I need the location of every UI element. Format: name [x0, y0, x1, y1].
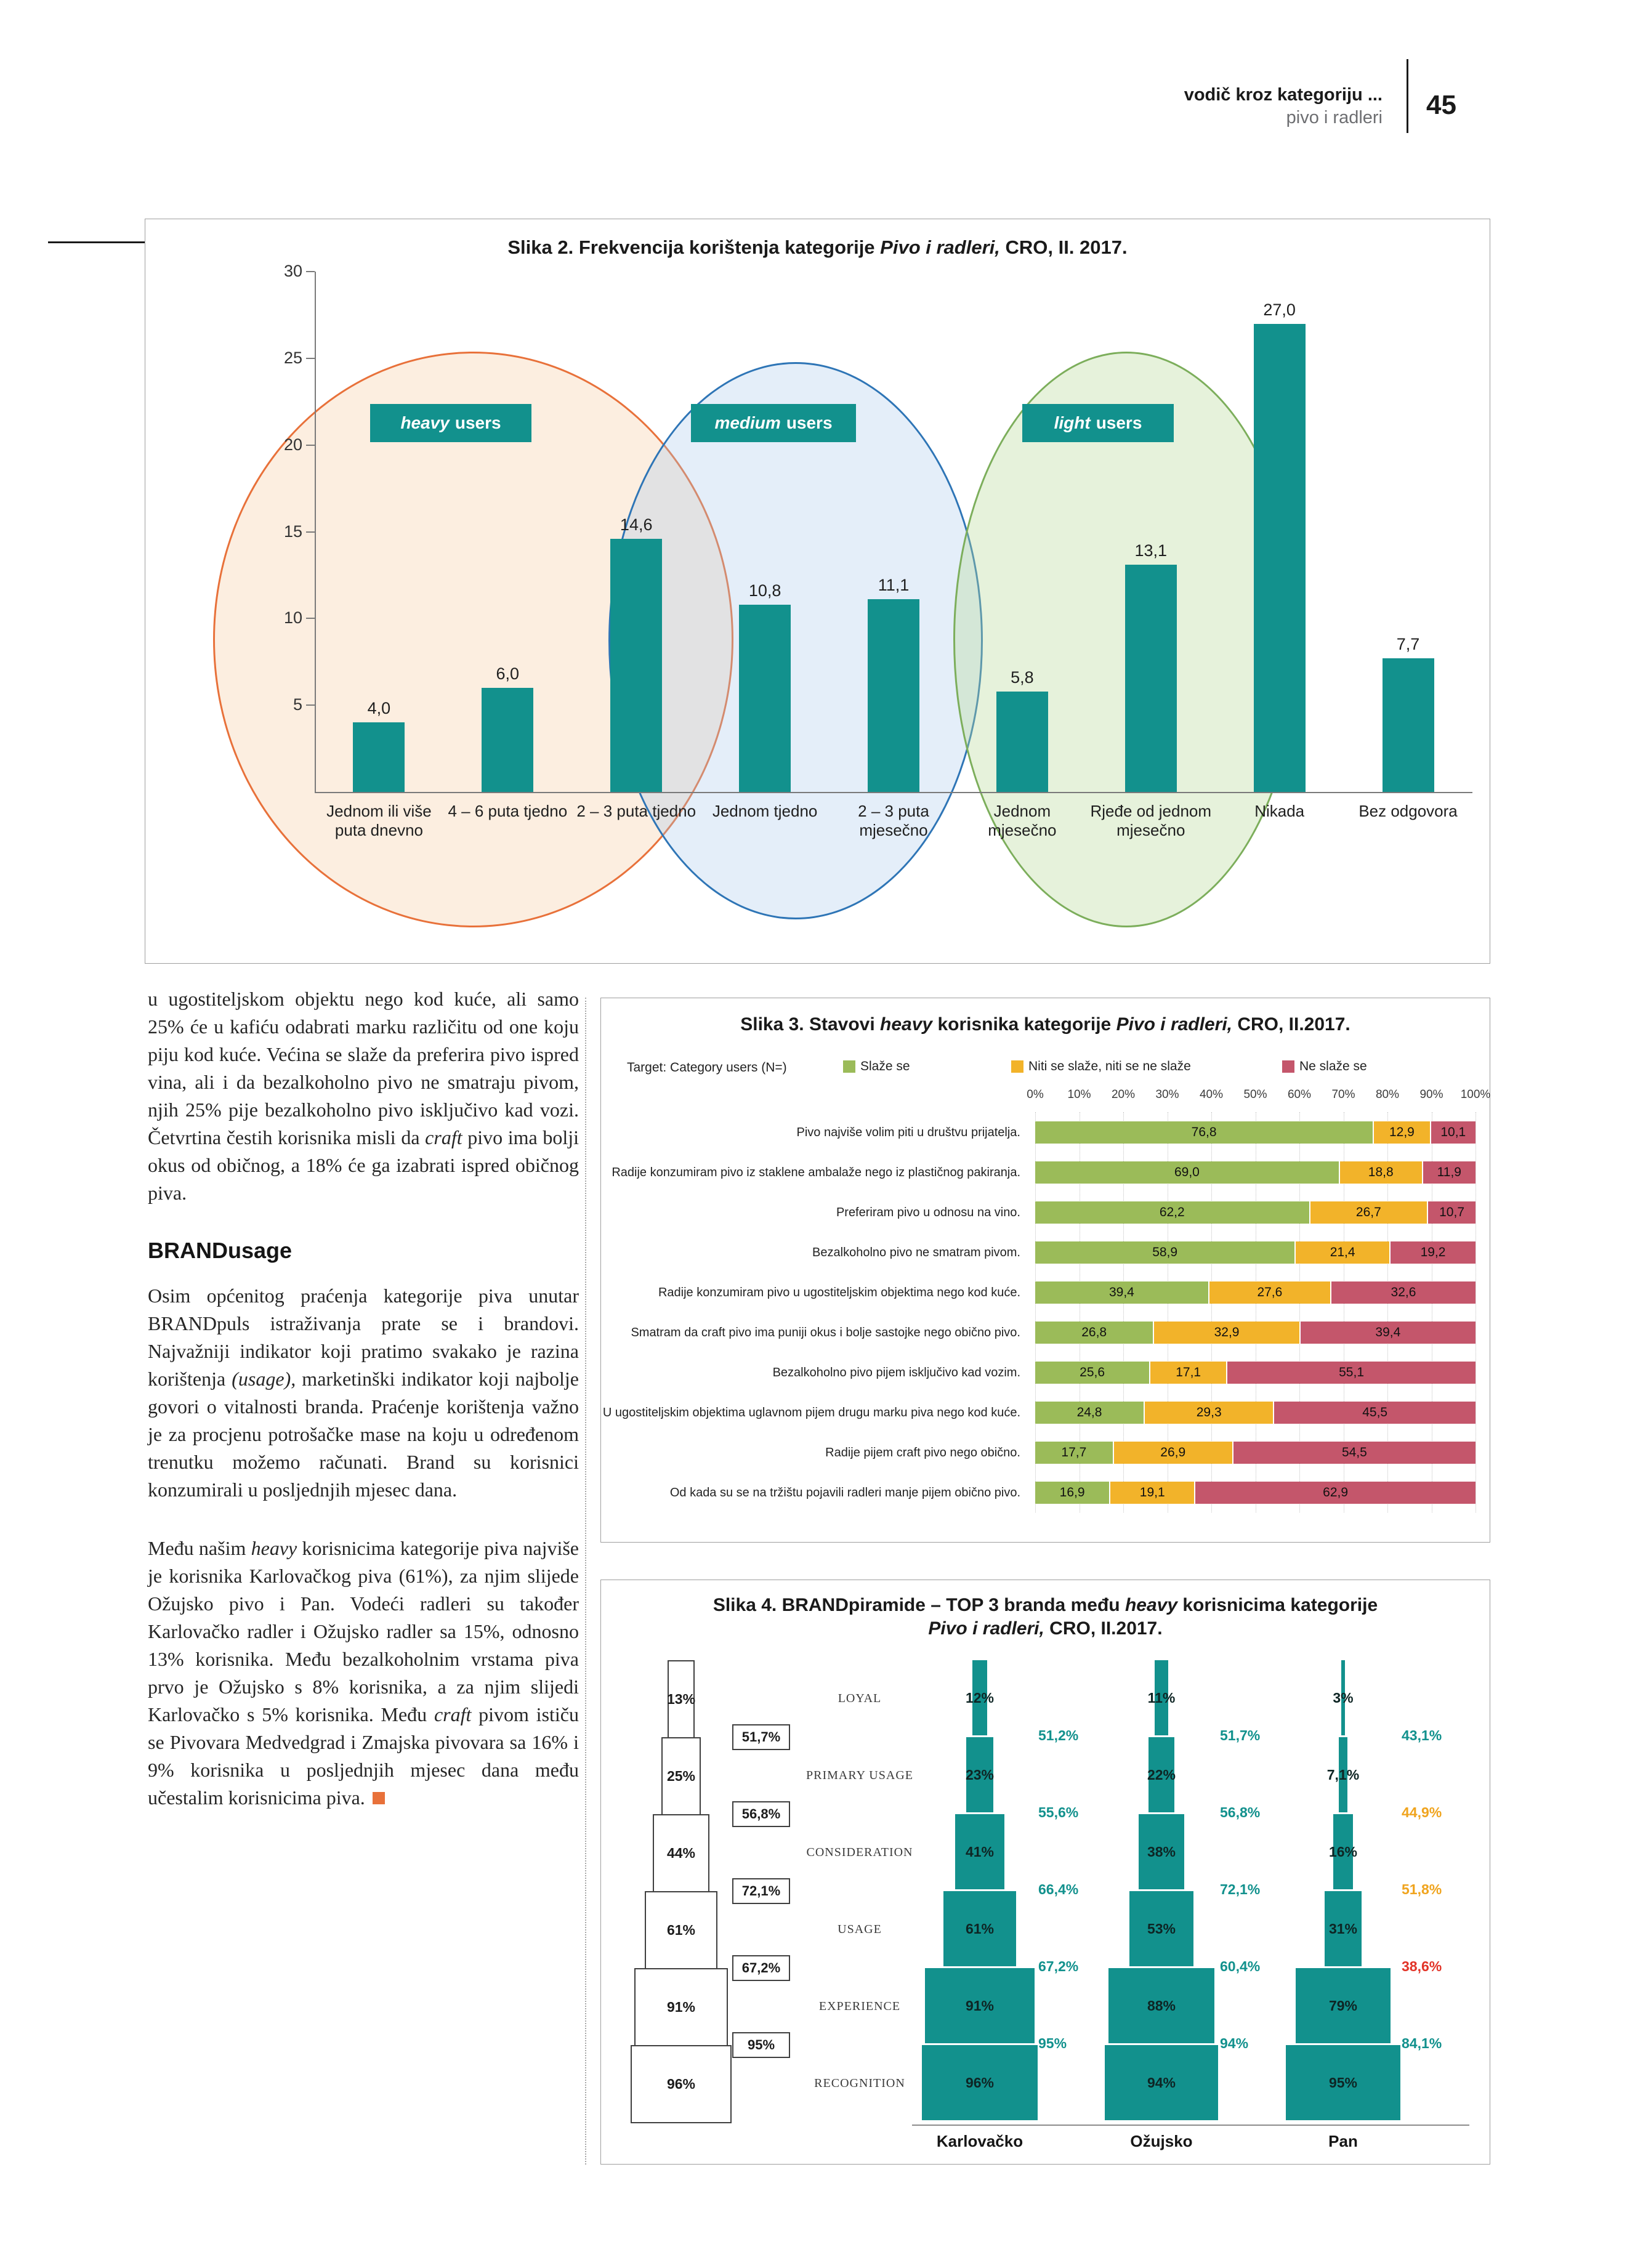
statement-label: Preferiram pivo u odnosu na vino.	[836, 1205, 1020, 1219]
statement-row	[601, 1392, 1479, 1432]
x-tick-label: 30%	[1155, 1088, 1179, 1101]
statement-label: Radije pijem craft pivo nego obično.	[825, 1445, 1020, 1459]
bar-value-label: 7,7	[1396, 635, 1420, 654]
brand-conversion-value: 51,7%	[1220, 1727, 1261, 1743]
bar-segment: 25,6	[1035, 1362, 1150, 1384]
brand-name: Ožujsko	[1130, 2132, 1193, 2150]
brand-level-value: 38%	[1147, 1843, 1176, 1860]
legend-item	[1282, 1059, 1367, 1074]
bar-value-label: 27,0	[1263, 300, 1296, 319]
y-tick-mark	[306, 704, 315, 706]
brand-pyramid-level	[1325, 1891, 1362, 1966]
bar	[1383, 658, 1434, 792]
bar-segment: 29,3	[1145, 1402, 1274, 1424]
reference-conversion-box: 67,2%	[732, 1955, 790, 1981]
brand-conversion-value: 84,1%	[1402, 2035, 1442, 2051]
bar-segment: 62,9	[1195, 1482, 1476, 1504]
y-tick-mark	[306, 358, 315, 359]
category-label: Jednom tjedno	[712, 802, 818, 820]
brand-conversion-value: 66,4%	[1038, 1881, 1079, 1897]
reference-conversion-box: 51,7%	[732, 1724, 790, 1750]
page-header	[1102, 84, 1383, 129]
brand-pyramid-level	[1333, 1660, 1354, 1735]
brand-conversion-value: 38,6%	[1402, 1958, 1442, 1974]
legend-label: Ne slaže se	[1299, 1059, 1367, 1073]
category-label: Rjeđe od jednom mjesečno	[1090, 802, 1212, 839]
brand-name: Karlovačko	[936, 2132, 1023, 2150]
bar-segment: 19,1	[1110, 1482, 1195, 1504]
article-heading: BRANDusage	[148, 1238, 293, 1263]
bar-segment: 32,9	[1154, 1322, 1300, 1344]
user-group-label-medium-users: medium users	[691, 404, 856, 442]
brand-level-value: 11%	[1147, 1689, 1176, 1706]
legend-swatch	[1011, 1060, 1023, 1073]
brand-level-value: 16%	[1328, 1843, 1358, 1860]
bar-segment: 18,8	[1340, 1161, 1423, 1184]
reference-pyramid-level: 13%	[668, 1660, 695, 1738]
x-tick-label: 100%	[1460, 1088, 1491, 1101]
stacked-bar	[1035, 1442, 1476, 1464]
y-tick-mark	[306, 618, 315, 619]
x-tick-label: 80%	[1375, 1088, 1400, 1101]
brand-level-value: 96%	[965, 2074, 994, 2091]
brand-conversion-value: 51,8%	[1402, 1881, 1442, 1897]
bar-segment: 21,4	[1296, 1241, 1391, 1264]
y-tick-mark	[306, 271, 315, 272]
bar-value-label: 4,0	[367, 699, 391, 718]
statement-row	[601, 1112, 1479, 1152]
chart3-title-line1: Slika 4. BRANDpiramide – TOP 3 branda među heavy korisnicima kategorije	[713, 1595, 1378, 1615]
y-tick-label: 20	[283, 435, 302, 454]
brand-pyramid-level	[1328, 1814, 1358, 1889]
x-tick-label: 20%	[1111, 1088, 1136, 1101]
x-axis	[315, 792, 1472, 793]
brand-pyramid-level	[1296, 1968, 1391, 2043]
brand-level-value: 95%	[1328, 2074, 1358, 2091]
brand-pyramid-level	[1129, 1891, 1193, 1966]
bar-segment: 69,0	[1035, 1161, 1340, 1184]
attitudes-chart	[600, 998, 1490, 1543]
statement-row	[601, 1232, 1479, 1272]
pyramid-level-label: RECOGNITION	[814, 2076, 905, 2090]
y-tick-label: 30	[283, 262, 302, 280]
brand-conversion-value: 94%	[1220, 2035, 1249, 2051]
statement-label: Od kada su se na tržištu pojavili radleri manje pijem obično pivo.	[669, 1485, 1020, 1499]
legend-swatch	[1282, 1060, 1294, 1073]
bar-value-label: 6,0	[496, 664, 520, 683]
stacked-bar	[1035, 1241, 1476, 1264]
bar-value-label: 13,1	[1134, 541, 1168, 560]
top-left-rule	[48, 241, 145, 243]
article-paragraph: Među našim heavy korisnicima kategorije piva najviše je korisnika Karlovačkog piva (61%), za njim slijede Ožujsko pivo i Pan. Vodeći radleri su također Karlovačko radler i Ožujsko radler sa 15%, odnosno 13% korisnika. Među bezalkoholnim vrstama piva prvo je Ožujsko s 8% korisnika, a za njim slijedi Karlovačko s 5% korisnika. Među craft pivom ističu se Pivovara Medvedgrad i Zmajska pivovara sa 16% i 9% korisnika u posljednjih mjesec dana među učestalim korisnicima piva.	[148, 1537, 579, 1809]
header-divider	[1407, 59, 1408, 133]
article-column	[148, 985, 579, 1842]
bar-segment: 24,8	[1035, 1402, 1145, 1424]
chart2-title: Slika 3. Stavovi heavy korisnika kategorije Pivo i radleri, CRO, II.2017.	[740, 1014, 1350, 1035]
bar-segment: 54,5	[1233, 1442, 1476, 1464]
stacked-bar	[1035, 1482, 1476, 1504]
chart1-title: Slika 2. Frekvencija korištenja kategorije Pivo i radleri, CRO, II. 2017.	[507, 236, 1128, 258]
stacked-bar	[1035, 1121, 1476, 1144]
category-label: 2 – 3 puta tjedno	[576, 802, 696, 820]
category-label: 4 – 6 puta tjedno	[448, 802, 568, 820]
bar-value-label: 10,8	[748, 581, 781, 600]
brand-level-value: 7,1%	[1326, 1766, 1360, 1783]
bar	[482, 688, 533, 792]
reference-pyramid-level: 91%	[634, 1968, 728, 2046]
pyramid-level-label: PRIMARY USAGE	[806, 1769, 913, 1782]
bar-segment: 55,1	[1227, 1362, 1476, 1384]
brand-level-value: 61%	[965, 1920, 994, 1937]
reference-pyramid-level: 96%	[631, 2045, 732, 2123]
brand-pyramid-level	[1108, 1968, 1214, 2043]
end-of-article-marker	[373, 1792, 385, 1804]
brand-pyramid-level	[1326, 1737, 1360, 1812]
statement-row	[601, 1352, 1479, 1392]
pyramid-baseline	[912, 2125, 1469, 2126]
bar	[996, 692, 1048, 792]
bar-segment: 17,7	[1035, 1442, 1114, 1464]
statement-row	[601, 1152, 1479, 1192]
bar-value-label: 14,6	[620, 515, 653, 534]
brand-pyramid-level	[1105, 2045, 1217, 2120]
bar-segment: 39,4	[1301, 1322, 1476, 1344]
bar-segment: 16,9	[1035, 1482, 1110, 1504]
x-tick-label: 70%	[1331, 1088, 1355, 1101]
brand-conversion-value: 51,2%	[1038, 1727, 1079, 1743]
user-group-label-heavy-users: heavy users	[370, 404, 531, 442]
frequency-plot	[283, 262, 1472, 839]
category-label: Jednom ili više puta dnevno	[326, 802, 432, 839]
stacked-bar	[1035, 1201, 1476, 1224]
bar-segment: 39,4	[1035, 1281, 1209, 1304]
brand-pyramid-level	[965, 1660, 995, 1735]
bar	[1254, 324, 1306, 793]
brand-pyramid-level	[1147, 1660, 1176, 1735]
brand-level-value: 41%	[965, 1843, 994, 1860]
brand-name: Pan	[1328, 2132, 1358, 2150]
y-tick-label: 25	[283, 348, 302, 367]
page-number: 45	[1426, 90, 1456, 120]
brand-conversion-value: 60,4%	[1220, 1958, 1261, 1974]
statement-label: U ugostiteljskim objektima uglavnom pijem drugu marku piva nego kod kuće.	[602, 1405, 1020, 1419]
bar	[868, 599, 919, 792]
brand-level-value: 22%	[1147, 1766, 1176, 1783]
statement-label: Pivo najviše volim piti u društvu prijatelja.	[796, 1125, 1020, 1139]
stacked-bar	[1035, 1402, 1476, 1424]
frequency-chart	[145, 219, 1490, 964]
statement-row	[601, 1272, 1479, 1312]
x-tick-label: 10%	[1067, 1088, 1091, 1101]
category-label: Jednom mjesečno	[988, 802, 1057, 839]
brand-conversion-value: 55,6%	[1038, 1804, 1079, 1820]
y-tick-label: 5	[293, 695, 302, 714]
x-tick-label: 50%	[1243, 1088, 1267, 1101]
x-tick-label: 90%	[1419, 1088, 1443, 1101]
bar	[610, 539, 662, 792]
x-tick-label: 60%	[1287, 1088, 1312, 1101]
stacked-bar	[1035, 1161, 1476, 1184]
reference-pyramid-level: 61%	[645, 1891, 717, 1969]
brand-conversion-value: 44,9%	[1402, 1804, 1442, 1820]
bar-segment: 58,9	[1035, 1241, 1296, 1264]
brand-pyramid-level	[1286, 2045, 1400, 2120]
statement-row	[601, 1192, 1479, 1232]
bar-value-label: 11,1	[878, 576, 910, 595]
target-label: Target: Category users (N=)	[627, 1060, 787, 1075]
x-tick-label: 0%	[1027, 1088, 1044, 1101]
column-separator	[585, 998, 586, 2165]
pyramid-level-label: LOYAL	[838, 1692, 882, 1705]
brand-pyramid-level	[955, 1814, 1004, 1889]
statement-label: Radije konzumiram pivo u ugostiteljskim objektima nego kod kuće.	[658, 1285, 1020, 1299]
brand-conversion-value: 95%	[1038, 2035, 1067, 2051]
y-tick-label: 10	[283, 608, 302, 628]
brand-pyramids-chart	[600, 1580, 1490, 2165]
bar-segment: 10,7	[1428, 1201, 1476, 1224]
brand-level-value: 3%	[1333, 1689, 1354, 1706]
y-tick-mark	[306, 445, 315, 446]
brand-level-value: 79%	[1328, 1997, 1358, 2014]
brand-conversion-value: 43,1%	[1402, 1727, 1442, 1743]
bar-segment: 26,8	[1035, 1322, 1154, 1344]
reference-pyramid-level: 44%	[653, 1814, 709, 1892]
bar-segment: 17,1	[1150, 1362, 1227, 1384]
bar	[1125, 565, 1177, 792]
bar-segment: 62,2	[1035, 1201, 1310, 1224]
statement-row	[601, 1312, 1479, 1352]
bar-segment: 12,9	[1374, 1121, 1431, 1144]
y-tick-mark	[306, 531, 315, 533]
brand-conversion-value: 72,1%	[1220, 1881, 1261, 1897]
bar-segment: 45,5	[1274, 1402, 1476, 1424]
stacked-bar	[1035, 1362, 1476, 1384]
brand-level-value: 91%	[965, 1997, 994, 2014]
stacked-bar	[1035, 1281, 1476, 1304]
bar	[353, 722, 405, 792]
user-group-label-light-users: light users	[1022, 404, 1174, 442]
brand-level-value: 88%	[1147, 1997, 1176, 2014]
brand-pyramid-level	[943, 1891, 1017, 1966]
stacked-bar	[1035, 1322, 1476, 1344]
statement-label: Radije konzumiram pivo iz staklene ambalaže nego iz plastičnog pakiranja.	[612, 1165, 1020, 1179]
category-label: 2 – 3 puta mjesečno	[858, 802, 929, 839]
pyramid-level-label: USAGE	[838, 1923, 882, 1936]
article-paragraph: u ugostiteljskom objektu nego kod kuće, ali samo 25% će u kafiću odabrati marku različitu od one koju piju kod kuće. Većina se slaže da preferira pivo ispred vina, ali i da bezalkoholno pivo ne smatraju pivom, njih 25% pije bezalkoholno pivo isključivo kad vozi. Četvrtina čestih korisnika misli da craft pivo ima bolji okus od običnog, a 18% će ga izabrati ispred običnog piva.	[148, 988, 579, 1204]
statement-label: Bezalkoholno pivo ne smatram pivom.	[812, 1245, 1020, 1259]
legend-item	[843, 1059, 910, 1074]
bar-segment: 32,6	[1331, 1281, 1476, 1304]
article-paragraph: Osim općenitog praćenja kategorije piva unutar BRANDpuls istraživanja prate se i brandovi. Najvažniji indikator koji pratimo svakako je razina korištenja (usage), marketinški indikator koji najbolje govori o vitalnosti branda. Praćenje korištenja važno je za procjenu potrošačke mase na koju u određenom trenutku možemo računati. Brand su korisnici konzumirali u posljednjih mjesec dana.	[148, 1285, 579, 1501]
legend-label: Slaže se	[860, 1059, 910, 1073]
brand-conversion-value: 56,8%	[1220, 1804, 1261, 1820]
brand-pyramid-level	[1139, 1814, 1184, 1889]
statement-row	[601, 1432, 1479, 1472]
reference-conversion-box: 72,1%	[732, 1878, 790, 1904]
reference-pyramid-level: 25%	[661, 1737, 701, 1815]
brand-level-value: 94%	[1147, 2074, 1176, 2091]
legend-item	[1011, 1059, 1191, 1074]
brand-level-value: 31%	[1328, 1920, 1357, 1937]
legend-label: Niti se slaže, niti se ne slaže	[1028, 1059, 1191, 1073]
brand-conversion-value: 67,2%	[1038, 1958, 1079, 1974]
bar-segment: 26,7	[1310, 1201, 1429, 1224]
bar-segment: 26,9	[1114, 1442, 1233, 1464]
brand-level-value: 53%	[1147, 1920, 1176, 1937]
chart3-title-line2: Pivo i radleri, CRO, II.2017.	[928, 1618, 1163, 1639]
legend-swatch	[843, 1060, 855, 1073]
reference-conversion-box: 95%	[732, 2032, 790, 2058]
bar-segment: 11,9	[1423, 1161, 1476, 1184]
brand-pyramid-level	[966, 1737, 994, 1812]
brand-pyramid-level	[922, 2045, 1037, 2120]
category-label: Nikada	[1254, 802, 1305, 820]
bar-value-label: 5,8	[1011, 668, 1034, 687]
y-tick-label: 15	[283, 522, 302, 541]
brand-level-value: 12%	[965, 1689, 995, 1706]
statement-row	[601, 1472, 1479, 1512]
pyramid-level-label: EXPERIENCE	[818, 2000, 901, 2013]
brand-pyramid-level	[1149, 1737, 1175, 1812]
statement-label: Smatram da craft pivo ima puniji okus i bolje sastojke nego obično pivo.	[631, 1325, 1020, 1339]
bar	[739, 605, 791, 792]
reference-conversion-box: 56,8%	[732, 1801, 790, 1827]
brand-pyramid-level	[925, 1968, 1034, 2043]
header-subtitle: pivo i radleri	[1286, 108, 1383, 127]
category-label: Bez odgovora	[1358, 802, 1458, 820]
bar-segment: 76,8	[1035, 1121, 1374, 1144]
bar-segment: 10,1	[1431, 1121, 1476, 1144]
x-tick-label: 40%	[1199, 1088, 1224, 1101]
header-kicker: vodič kroz kategoriju ...	[1184, 85, 1383, 105]
pyramid-level-label: CONSIDERATION	[806, 1846, 913, 1859]
bar-segment: 19,2	[1391, 1241, 1476, 1264]
bar-segment: 27,6	[1209, 1281, 1331, 1304]
brand-level-value: 23%	[965, 1766, 995, 1783]
statement-label: Bezalkoholno pivo pijem isključivo kad vozim.	[772, 1365, 1020, 1379]
